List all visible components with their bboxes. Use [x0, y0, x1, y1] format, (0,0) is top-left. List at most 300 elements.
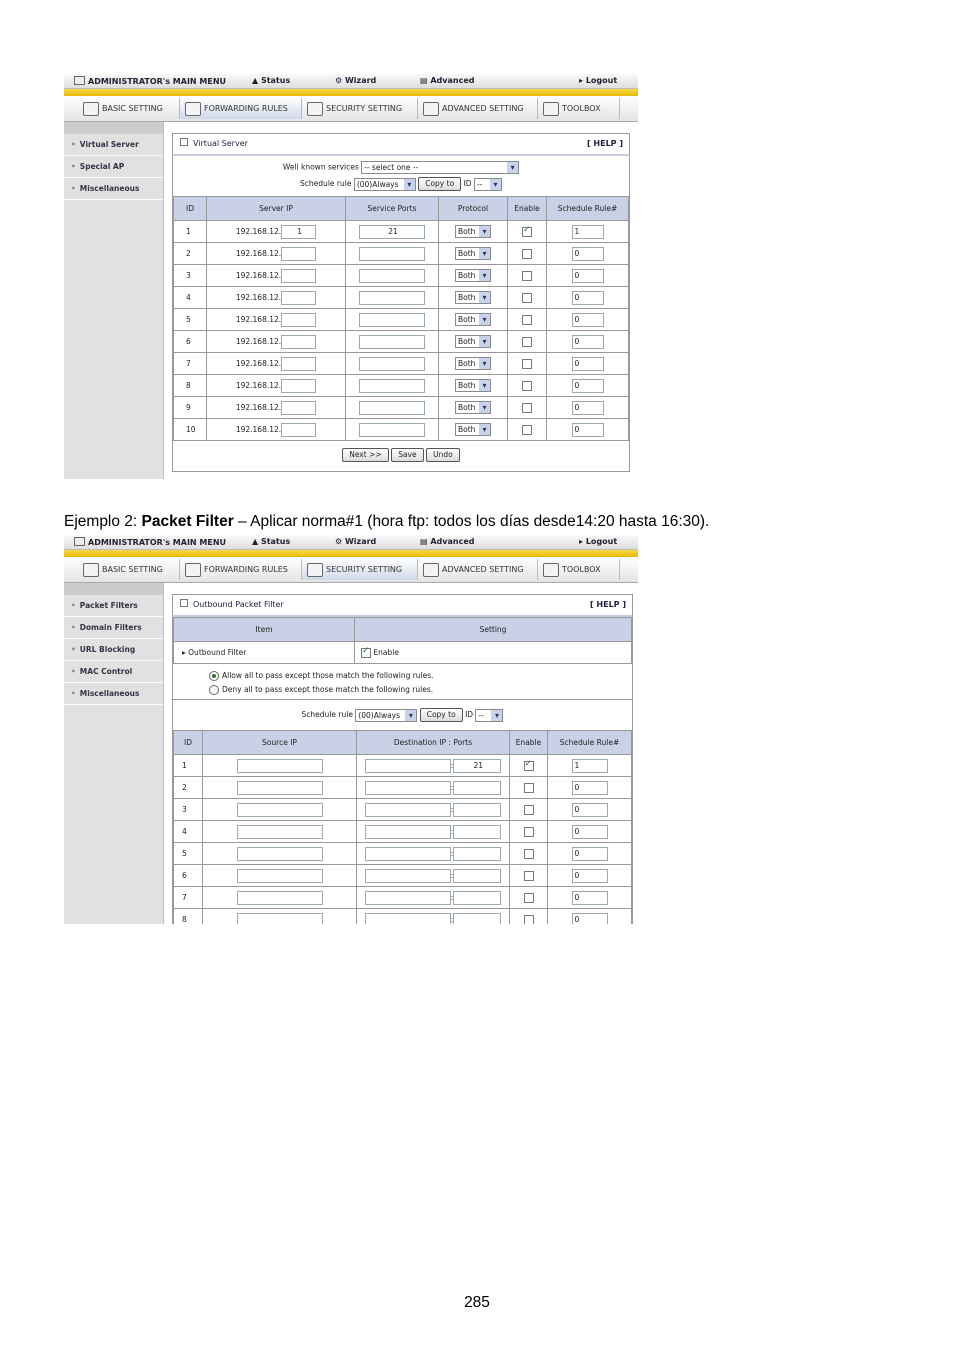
table-row — [174, 221, 629, 243]
server-ip-input[interactable] — [281, 269, 316, 283]
enable-checkbox[interactable] — [361, 648, 371, 658]
service-ports-cell — [346, 309, 439, 331]
service-ports-cell — [346, 287, 439, 309]
well-known-select[interactable]: -- select one -- ▾ — [361, 161, 519, 174]
ip-prefix: 192.168.12. — [235, 336, 282, 346]
schedule-rule-input[interactable]: 1 — [572, 225, 604, 239]
destination-ip-input[interactable] — [365, 781, 451, 795]
schedule-rule-input[interactable]: 0 — [572, 335, 604, 349]
sidebar-item-url-blocking[interactable]: • URL Blocking — [64, 639, 163, 661]
schedule-rule-cell — [547, 287, 629, 309]
col-source-ip: Source IP — [203, 731, 357, 755]
source-ip-input[interactable] — [237, 825, 323, 839]
enable-cell — [508, 419, 547, 441]
admin-main-menu-link[interactable]: ADMINISTRATOR's MAIN MENU — [74, 537, 226, 547]
save-button[interactable]: Save — [391, 448, 423, 462]
panel-header — [172, 594, 633, 617]
destination-ip-input[interactable] — [365, 913, 451, 925]
destination-port-input[interactable] — [450, 781, 501, 795]
id-select[interactable]: -- ▾ — [474, 178, 502, 191]
sidebar-item-miscellaneous[interactable]: • Miscellaneous — [64, 178, 163, 200]
panel-title: Outbound Packet Filter — [193, 600, 284, 609]
packet-filter-screenshot — [64, 535, 638, 924]
enable-checkbox[interactable] — [522, 227, 532, 237]
source-ip-input[interactable] — [237, 847, 323, 861]
schedule-rule-cell — [548, 777, 632, 799]
schedule-rule-label: Schedule rule — [301, 710, 353, 719]
tab-toolbox[interactable]: TOOLBOX — [538, 98, 620, 119]
table-row — [174, 755, 632, 777]
row-id: 9 — [174, 397, 207, 419]
tab-advanced-setting[interactable]: ADVANCED SETTING — [418, 98, 538, 119]
enable-checkbox[interactable] — [524, 761, 534, 771]
col-enable: Enable — [510, 731, 548, 755]
security-setting-icon — [307, 563, 323, 577]
protocol-cell — [439, 353, 508, 375]
enable-cell — [508, 397, 547, 419]
destination-port-input[interactable] — [450, 913, 501, 925]
enable-checkbox[interactable] — [524, 871, 534, 881]
tab-forwarding-rules[interactable]: FORWARDING RULES — [180, 98, 302, 119]
enable-cell — [508, 287, 547, 309]
col-destination: Destination IP : Ports — [357, 731, 510, 755]
toolbox-icon — [543, 563, 559, 577]
service-ports-cell — [346, 331, 439, 353]
help-link[interactable]: [ HELP ] — [586, 139, 623, 148]
protocol-cell — [439, 243, 508, 265]
col-protocol: Protocol — [439, 197, 508, 221]
enable-checkbox[interactable] — [524, 893, 534, 903]
schedule-rule-input[interactable]: 0 — [572, 269, 604, 283]
item-setting-table — [173, 617, 632, 664]
ip-prefix: 192.168.12. — [235, 270, 282, 280]
forwarding-rules-icon — [185, 563, 201, 577]
row-id: 5 — [174, 843, 203, 865]
enable-checkbox[interactable] — [522, 359, 532, 369]
outbound-filter-enable[interactable]: ✓ Enable — [355, 642, 632, 664]
enable-checkbox[interactable] — [522, 381, 532, 391]
schedule-rule-cell — [547, 397, 629, 419]
advanced-link[interactable]: ▤ Advanced — [420, 537, 475, 546]
enable-cell — [508, 243, 547, 265]
ip-prefix: 192.168.12. — [235, 424, 282, 434]
protocol-select[interactable]: Both ▾ — [455, 225, 491, 238]
enable-checkbox[interactable] — [524, 783, 534, 793]
destination-port-input[interactable]: 21 — [453, 759, 501, 773]
enable-checkbox[interactable] — [522, 315, 532, 325]
source-ip-input[interactable] — [237, 759, 323, 773]
enable-checkbox[interactable] — [522, 293, 532, 303]
table-row — [174, 331, 629, 353]
enable-cell — [508, 353, 547, 375]
tab-basic-setting[interactable]: BASIC SETTING — [78, 559, 180, 580]
row-id: 8 — [174, 375, 207, 397]
schedule-rule-input[interactable]: 0 — [572, 869, 608, 883]
destination-port-input[interactable] — [450, 847, 501, 861]
schedule-rule-cell — [547, 265, 629, 287]
window-icon — [74, 537, 85, 546]
action-buttons — [173, 441, 629, 471]
row-id: 10 — [174, 419, 207, 441]
table-row — [174, 843, 632, 865]
destination-cell — [357, 799, 510, 821]
col-service-ports: Service Ports — [346, 197, 439, 221]
schedule-rule-input[interactable]: 0 — [572, 401, 604, 415]
well-known-label: Well known services — [282, 162, 359, 172]
virtual-server-panel — [172, 133, 630, 472]
enable-checkbox[interactable] — [522, 425, 532, 435]
admin-main-menu-link[interactable]: ADMINISTRATOR's MAIN MENU — [74, 76, 226, 86]
source-ip-input[interactable] — [237, 891, 323, 905]
port-separator: : — [450, 914, 454, 924]
next-button[interactable]: Next >> — [342, 448, 388, 462]
destination-cell — [357, 887, 510, 909]
schedule-rule-input[interactable]: 0 — [572, 825, 608, 839]
id-label: ID — [465, 710, 474, 719]
outbound-filter-label: ▸ Outbound Filter — [174, 642, 355, 664]
destination-cell — [357, 821, 510, 843]
col-id: ID — [174, 731, 203, 755]
destination-port-input[interactable] — [450, 825, 501, 839]
packet-filter-panel — [172, 594, 633, 924]
main-tab-bar — [64, 557, 638, 583]
schedule-rule-cell — [548, 799, 632, 821]
ip-prefix: 192.168.12. — [235, 292, 282, 302]
row-id: 6 — [174, 865, 203, 887]
yellow-divider — [64, 550, 638, 557]
status-link[interactable]: ▲ Status — [252, 76, 291, 85]
schedule-rule-input[interactable]: 0 — [572, 847, 608, 861]
allow-option[interactable]: Allow all to pass except those match the following rules. — [209, 669, 632, 683]
table-row — [174, 309, 629, 331]
tab-security-setting[interactable]: SECURITY SETTING — [302, 98, 418, 119]
enable-cell — [508, 309, 547, 331]
protocol-select[interactable]: Both ▾ — [455, 357, 491, 370]
advanced-link[interactable]: ▤ Advanced — [420, 76, 475, 85]
destination-cell — [357, 755, 510, 777]
top-menu-bar — [64, 74, 638, 89]
schedule-rule-cell — [548, 821, 632, 843]
enable-cell — [510, 887, 548, 909]
panel-icon — [180, 599, 188, 607]
row-id: 2 — [174, 777, 203, 799]
copy-to-button[interactable]: Copy to — [420, 708, 463, 722]
server-ip-input[interactable]: 1 — [281, 225, 316, 239]
server-ip-cell — [207, 397, 346, 419]
destination-cell — [357, 843, 510, 865]
security-setting-icon — [307, 102, 323, 116]
destination-ip-input[interactable] — [365, 825, 451, 839]
service-ports-cell — [346, 353, 439, 375]
protocol-select[interactable]: Both ▾ — [455, 269, 491, 282]
row-id: 7 — [174, 353, 207, 375]
table-row — [174, 397, 629, 419]
copy-to-button[interactable]: Copy to — [418, 177, 461, 191]
schedule-rule-input[interactable]: 1 — [572, 759, 608, 773]
deny-option[interactable]: Deny all to pass except those match the following rules. — [209, 683, 632, 697]
enable-checkbox[interactable] — [522, 271, 532, 281]
table-row — [174, 419, 629, 441]
server-ip-cell — [207, 309, 346, 331]
help-link[interactable]: [ HELP ] — [589, 600, 626, 609]
tab-advanced-setting[interactable]: ADVANCED SETTING — [418, 559, 538, 580]
enable-checkbox[interactable] — [524, 827, 534, 837]
service-ports-cell — [346, 221, 439, 243]
panel-header — [172, 133, 630, 156]
service-ports-input[interactable] — [359, 335, 425, 349]
server-ip-input[interactable] — [281, 313, 316, 327]
source-ip-cell — [203, 821, 357, 843]
row-id: 4 — [174, 821, 203, 843]
page-number: 285 — [464, 1294, 490, 1311]
enable-checkbox[interactable] — [524, 849, 534, 859]
enable-checkbox[interactable] — [522, 403, 532, 413]
service-ports-cell — [346, 397, 439, 419]
server-ip-input[interactable] — [281, 247, 316, 261]
server-ip-input[interactable] — [281, 335, 316, 349]
protocol-cell — [439, 419, 508, 441]
source-ip-cell — [203, 777, 357, 799]
protocol-cell — [439, 265, 508, 287]
col-setting: Setting — [355, 618, 632, 642]
protocol-cell — [439, 221, 508, 243]
source-ip-cell — [203, 755, 357, 777]
enable-cell — [508, 265, 547, 287]
server-ip-cell — [207, 287, 346, 309]
schedule-rule-select[interactable]: (00)Always ▾ — [355, 709, 417, 722]
server-ip-input[interactable] — [281, 423, 316, 437]
schedule-rule-cell — [547, 309, 629, 331]
server-ip-cell — [207, 265, 346, 287]
schedule-rule-input[interactable]: 0 — [572, 891, 608, 905]
forwarding-rules-icon — [185, 102, 201, 116]
protocol-select[interactable]: Both ▾ — [455, 335, 491, 348]
schedule-rule-input[interactable]: 0 — [572, 379, 604, 393]
schedule-rule-cell — [548, 909, 632, 925]
basic-setting-icon — [83, 563, 99, 577]
window-icon — [74, 76, 85, 85]
top-menu-bar — [64, 535, 638, 550]
schedule-rule-input[interactable]: 0 — [572, 247, 604, 261]
advanced-setting-icon — [423, 563, 439, 577]
sidebar — [64, 583, 164, 924]
table-row — [174, 821, 632, 843]
schedule-rule-cell — [547, 353, 629, 375]
advanced-setting-icon — [423, 102, 439, 116]
tab-forwarding-rules[interactable]: FORWARDING RULES — [180, 559, 302, 580]
tab-toolbox[interactable]: TOOLBOX — [538, 559, 620, 580]
example-caption: Ejemplo 2: Packet Filter – Aplicar norma#1 (hora ftp: todos los días desde14:20 hasta 16:30). — [64, 513, 710, 530]
sidebar-item-special-ap[interactable]: • Special AP — [64, 156, 163, 178]
ip-prefix: 192.168.12. — [235, 248, 282, 258]
enable-cell — [510, 843, 548, 865]
schedule-rule-input[interactable]: 0 — [572, 357, 604, 371]
enable-cell — [510, 909, 548, 925]
ip-prefix: 192.168.12. — [235, 226, 282, 236]
id-select[interactable]: -- ▾ — [475, 709, 503, 722]
wizard-link[interactable]: ⚙ Wizard — [335, 76, 377, 85]
service-ports-cell — [346, 243, 439, 265]
destination-port-input[interactable] — [450, 803, 501, 817]
col-item: Item — [174, 618, 355, 642]
id-label: ID — [463, 179, 472, 188]
schedule-rule-input[interactable]: 0 — [572, 803, 608, 817]
row-id: 3 — [174, 265, 207, 287]
virtual-server-screenshot — [64, 74, 638, 479]
service-selector — [173, 156, 629, 196]
sidebar-item-miscellaneous[interactable]: • Miscellaneous — [64, 683, 163, 705]
table-row — [174, 353, 629, 375]
schedule-rule-input[interactable]: 0 — [572, 913, 608, 925]
schedule-row — [173, 700, 632, 730]
enable-cell — [508, 221, 547, 243]
sidebar-item-domain-filters[interactable]: • Domain Filters — [64, 617, 163, 639]
destination-ip-input[interactable] — [365, 847, 451, 861]
row-id: 1 — [174, 221, 207, 243]
server-ip-cell — [207, 331, 346, 353]
table-row — [174, 375, 629, 397]
destination-port-input[interactable] — [450, 891, 501, 905]
schedule-rule-input[interactable]: 0 — [572, 781, 608, 795]
destination-ip-input[interactable] — [365, 759, 451, 773]
panel-icon — [180, 138, 188, 146]
server-ip-cell — [207, 419, 346, 441]
ip-prefix: 192.168.12. — [235, 358, 282, 368]
port-separator: : — [450, 804, 454, 814]
server-ip-cell — [207, 353, 346, 375]
service-ports-input[interactable] — [359, 423, 425, 437]
protocol-cell — [439, 309, 508, 331]
schedule-rule-cell — [548, 843, 632, 865]
protocol-select[interactable]: Both ▾ — [455, 401, 491, 414]
allow-radio[interactable] — [209, 671, 219, 681]
service-ports-input[interactable] — [359, 269, 425, 283]
enable-cell — [508, 375, 547, 397]
schedule-rule-input[interactable]: 0 — [572, 313, 604, 327]
sidebar-item-mac-control[interactable]: • MAC Control — [64, 661, 163, 683]
protocol-select[interactable]: Both ▾ — [455, 379, 491, 392]
service-ports-input[interactable] — [359, 313, 425, 327]
sidebar-item-virtual-server[interactable]: • Virtual Server — [64, 134, 163, 156]
row-id: 5 — [174, 309, 207, 331]
destination-port-input[interactable] — [450, 869, 501, 883]
tab-security-setting[interactable]: SECURITY SETTING — [302, 559, 418, 580]
enable-checkbox[interactable] — [524, 805, 534, 815]
col-id: ID — [174, 197, 207, 221]
destination-ip-input[interactable] — [365, 803, 451, 817]
enable-cell — [508, 331, 547, 353]
service-ports-input[interactable]: 21 — [359, 225, 425, 239]
service-ports-input[interactable] — [359, 247, 425, 261]
table-row — [174, 909, 632, 925]
row-id: 6 — [174, 331, 207, 353]
table-row — [174, 265, 629, 287]
enable-checkbox[interactable] — [522, 249, 532, 259]
row-id: 4 — [174, 287, 207, 309]
server-ip-input[interactable] — [281, 291, 316, 305]
panel-title: Virtual Server — [193, 139, 248, 148]
logout-link[interactable]: ▸ Logout — [579, 76, 618, 85]
enable-cell — [510, 777, 548, 799]
undo-button[interactable]: Undo — [426, 448, 460, 462]
protocol-select[interactable]: Both ▾ — [455, 423, 491, 436]
source-ip-input[interactable] — [237, 803, 323, 817]
row-id: 1 — [174, 755, 203, 777]
source-ip-input[interactable] — [237, 869, 323, 883]
enable-cell — [510, 821, 548, 843]
ip-prefix: 192.168.12. — [235, 380, 282, 390]
server-ip-input[interactable] — [281, 401, 316, 415]
table-row — [174, 243, 629, 265]
logout-link[interactable]: ▸ Logout — [579, 537, 618, 546]
row-id: 8 — [174, 909, 203, 925]
service-ports-input[interactable] — [359, 401, 425, 415]
server-ip-input[interactable] — [281, 357, 316, 371]
protocol-cell — [439, 397, 508, 419]
source-ip-input[interactable] — [237, 781, 323, 795]
tab-basic-setting[interactable]: BASIC SETTING — [78, 98, 180, 119]
schedule-rule-input[interactable]: 0 — [572, 291, 604, 305]
schedule-rule-cell — [547, 221, 629, 243]
virtual-server-table — [173, 196, 629, 441]
wizard-link[interactable]: ⚙ Wizard — [335, 537, 377, 546]
col-schedule-rule: Schedule Rule# — [548, 731, 632, 755]
protocol-select[interactable]: Both ▾ — [455, 247, 491, 260]
protocol-cell — [439, 375, 508, 397]
yellow-divider — [64, 89, 638, 96]
col-server-ip: Server IP — [207, 197, 346, 221]
destination-cell — [357, 909, 510, 925]
source-ip-input[interactable] — [237, 913, 323, 925]
server-ip-input[interactable] — [281, 379, 316, 393]
table-row — [174, 865, 632, 887]
schedule-rule-input[interactable]: 0 — [572, 423, 604, 437]
enable-checkbox[interactable] — [524, 915, 534, 925]
server-ip-cell — [207, 375, 346, 397]
service-ports-input[interactable] — [359, 357, 425, 371]
enable-cell — [510, 865, 548, 887]
source-ip-cell — [203, 909, 357, 925]
deny-radio[interactable] — [209, 685, 219, 695]
schedule-rule-select[interactable]: (00)Always ▾ — [354, 178, 416, 191]
protocol-select[interactable]: Both ▾ — [455, 313, 491, 326]
filter-mode-group — [173, 664, 632, 700]
schedule-rule-cell — [547, 243, 629, 265]
protocol-cell — [439, 287, 508, 309]
status-link[interactable]: ▲ Status — [252, 537, 291, 546]
toolbox-icon — [543, 102, 559, 116]
server-ip-cell — [207, 221, 346, 243]
enable-checkbox[interactable] — [522, 337, 532, 347]
row-id: 3 — [174, 799, 203, 821]
protocol-select[interactable]: Both ▾ — [455, 291, 491, 304]
schedule-rule-cell — [548, 865, 632, 887]
port-separator: : — [450, 870, 454, 880]
service-ports-input[interactable] — [359, 291, 425, 305]
protocol-cell — [439, 331, 508, 353]
table-row — [174, 777, 632, 799]
port-separator: : — [450, 848, 454, 858]
destination-ip-input[interactable] — [365, 891, 451, 905]
service-ports-input[interactable] — [359, 379, 425, 393]
sidebar-item-packet-filters[interactable]: • Packet Filters — [64, 595, 163, 617]
source-ip-cell — [203, 843, 357, 865]
destination-ip-input[interactable] — [365, 869, 451, 883]
ip-prefix: 192.168.12. — [235, 402, 282, 412]
port-separator: : — [450, 782, 454, 792]
main-tab-bar — [64, 96, 638, 122]
source-ip-cell — [203, 865, 357, 887]
